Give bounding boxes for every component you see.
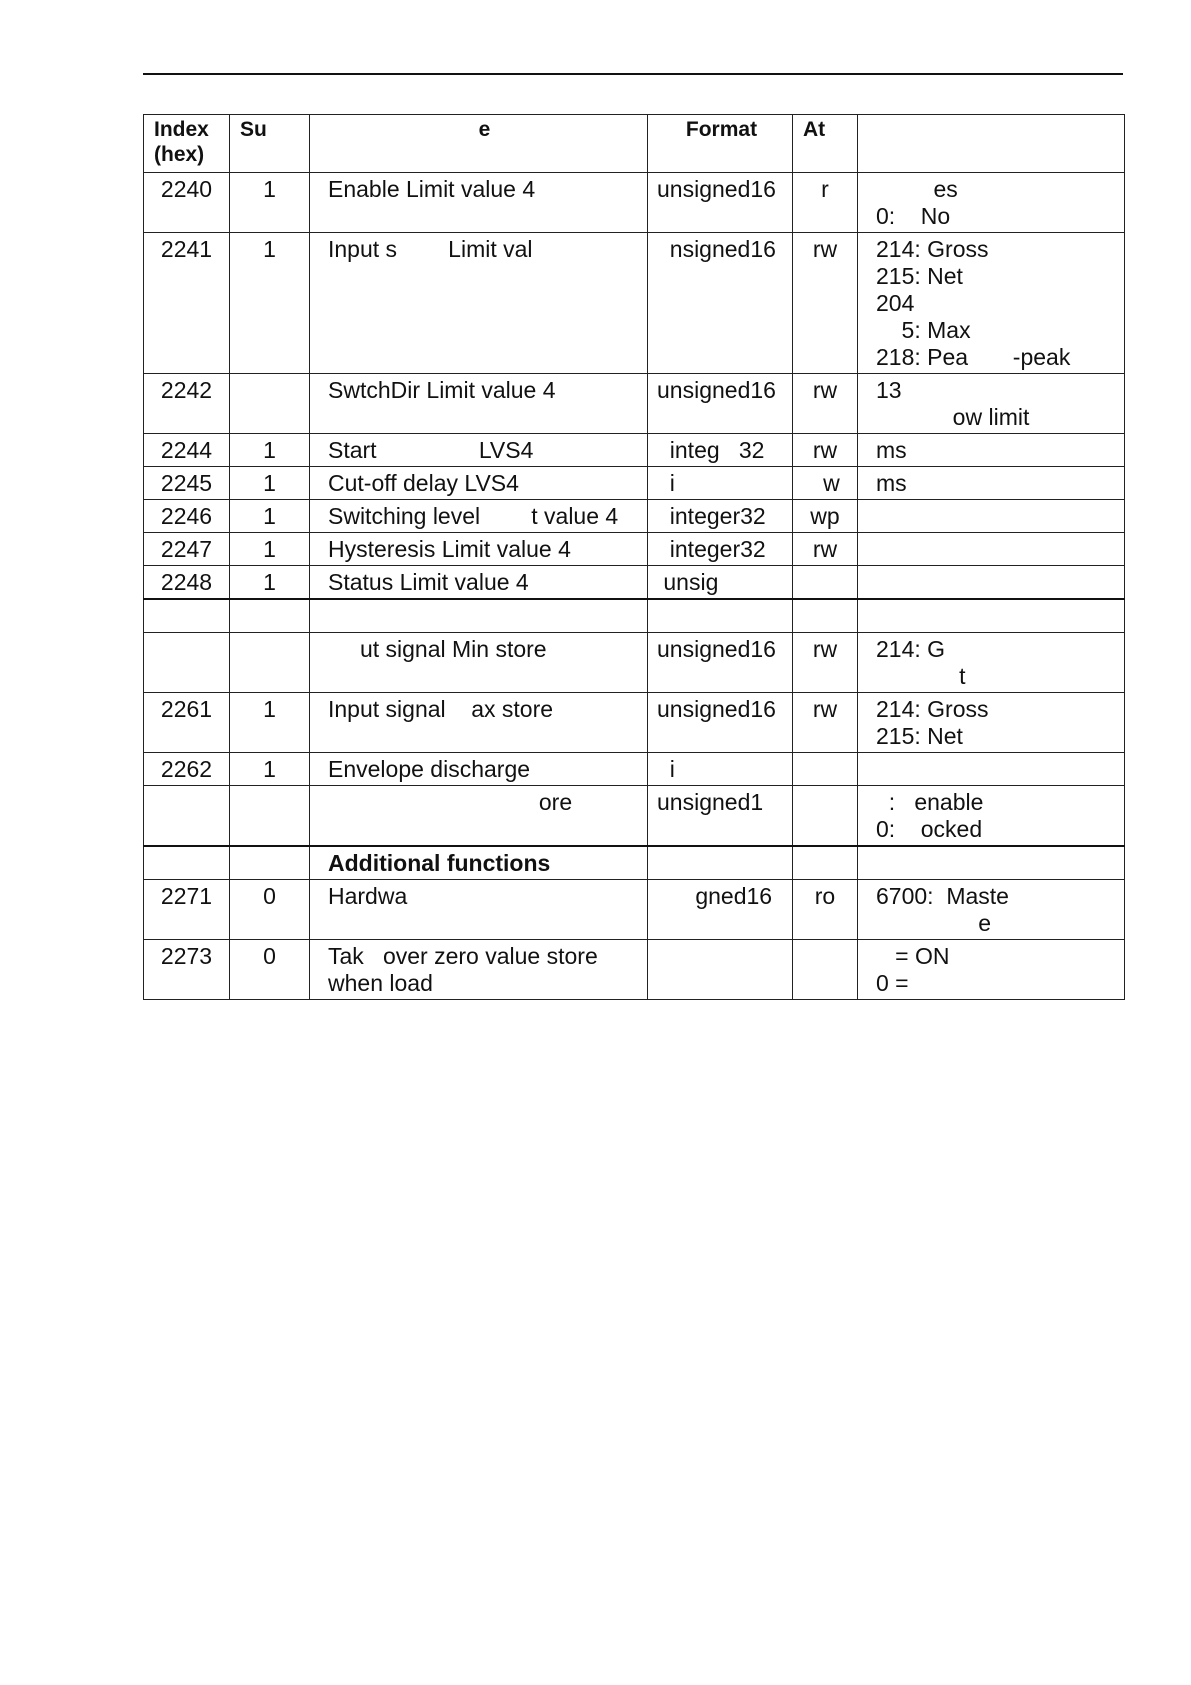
table-row <box>144 566 1125 600</box>
table-row <box>144 374 1125 434</box>
cell-description-line: 204 <box>876 290 915 316</box>
cell-subindex-text: 1 <box>263 695 276 722</box>
cell-attribute-text: rw <box>812 236 838 262</box>
table-row <box>144 533 1125 566</box>
cell-subindex <box>230 846 310 880</box>
cell-description <box>858 939 1125 999</box>
cell-description-line: 13 <box>876 377 902 403</box>
cell-description-line: 215: Net <box>876 263 963 289</box>
cell-format <box>648 173 793 233</box>
cell-format <box>648 632 793 692</box>
cell-name <box>310 173 648 233</box>
cell-description-line: 0: No <box>876 203 951 229</box>
cell-format <box>648 374 793 434</box>
cell-format <box>648 500 793 533</box>
cell-index <box>144 599 230 632</box>
cell-description-line: 214: Gross <box>876 236 989 262</box>
cell-subindex-text: 1 <box>263 437 276 463</box>
cell-description-line: 5: Max <box>876 317 971 343</box>
cell-format-text: unsigned16 <box>657 377 776 403</box>
cell-attribute <box>793 752 858 785</box>
cell-index <box>144 939 230 999</box>
cell-format-text: unsigned1 <box>657 788 764 815</box>
cell-subindex <box>230 467 310 500</box>
cell-description-line: ms <box>876 437 907 463</box>
cell-format <box>648 599 793 632</box>
cell-index-text: 2246 <box>160 503 213 529</box>
cell-index-text: 2271 <box>160 882 213 909</box>
cell-subindex <box>230 632 310 692</box>
cell-format <box>648 879 793 939</box>
cell-name <box>310 939 648 999</box>
cell-description <box>858 374 1125 434</box>
cell-name <box>310 846 648 880</box>
cell-index <box>144 692 230 752</box>
cell-attribute <box>793 599 858 632</box>
cell-subindex-text: 0 <box>263 942 276 969</box>
cell-attribute-text: rw <box>812 536 838 562</box>
cell-name-text: Enable Limit value 4 <box>328 176 536 202</box>
cell-name <box>310 467 648 500</box>
table-row <box>144 785 1125 846</box>
cell-format <box>648 233 793 374</box>
cell-subindex <box>230 752 310 785</box>
cell-attribute-text: w <box>810 470 840 496</box>
cell-description-line: : enable <box>876 788 984 815</box>
cell-subindex-text: 1 <box>263 569 276 595</box>
cell-description-line: e <box>876 909 992 936</box>
cell-format <box>648 533 793 566</box>
cell-attribute <box>793 785 858 846</box>
cell-description <box>858 879 1125 939</box>
cell-description-line: 218: Pea -peak <box>876 344 1071 370</box>
cell-subindex <box>230 566 310 600</box>
header-attribute: At <box>793 115 858 173</box>
cell-subindex <box>230 374 310 434</box>
cell-attribute <box>793 879 858 939</box>
page-header-rule <box>143 73 1123 75</box>
cell-index <box>144 374 230 434</box>
cell-name <box>310 879 648 939</box>
cell-description-line: 215: Net <box>876 722 963 749</box>
table-row <box>144 500 1125 533</box>
cell-format-text: unsigned16 <box>657 176 776 202</box>
cell-description <box>858 467 1125 500</box>
cell-description <box>858 846 1125 880</box>
cell-attribute <box>793 500 858 533</box>
cell-format <box>648 752 793 785</box>
cell-index <box>144 467 230 500</box>
cell-name-text: Envelope discharge <box>328 755 531 782</box>
cell-description <box>858 533 1125 566</box>
header-format: Format <box>648 115 793 173</box>
cell-index-text: 2244 <box>160 437 213 463</box>
table-row <box>144 939 1125 999</box>
table-row <box>144 467 1125 500</box>
cell-format <box>648 785 793 846</box>
cell-index-text: 2245 <box>160 470 213 496</box>
cell-subindex <box>230 233 310 374</box>
cell-format-text: unsigned16 <box>657 635 776 662</box>
table-header-row <box>144 115 1125 173</box>
cell-attribute-text: rw <box>812 437 838 463</box>
cell-attribute-text: r <box>821 176 829 202</box>
cell-name <box>310 785 648 846</box>
cell-name-text: Hardwa <box>328 882 408 909</box>
cell-index-text: 2248 <box>160 569 213 595</box>
cell-name-text: Switching level t value 4 <box>328 503 619 529</box>
cell-attribute <box>793 233 858 374</box>
cell-subindex <box>230 879 310 939</box>
cell-index <box>144 785 230 846</box>
cell-name-text: ore <box>328 788 573 815</box>
cell-format-text: integer32 <box>657 503 766 529</box>
cell-format <box>648 566 793 600</box>
cell-attribute-text: rw <box>812 695 838 722</box>
cell-index <box>144 434 230 467</box>
cell-name <box>310 692 648 752</box>
header-index: Index (hex) <box>144 115 230 173</box>
cell-subindex-text: 1 <box>263 470 276 496</box>
table-row <box>144 632 1125 692</box>
table-row <box>144 599 1125 632</box>
table-row <box>144 233 1125 374</box>
cell-description <box>858 434 1125 467</box>
cell-index <box>144 879 230 939</box>
cell-index-text: 2241 <box>160 236 213 262</box>
cell-description <box>858 500 1125 533</box>
cell-format-text: integ 32 <box>657 437 765 463</box>
cell-subindex <box>230 599 310 632</box>
table-row <box>144 434 1125 467</box>
cell-subindex <box>230 533 310 566</box>
cell-description-line: 214: G <box>876 635 946 662</box>
cell-subindex-text: 0 <box>263 882 276 909</box>
cell-attribute-text: rw <box>812 635 838 662</box>
table-row <box>144 879 1125 939</box>
header-name: e <box>310 115 648 173</box>
cell-index <box>144 233 230 374</box>
cell-description <box>858 233 1125 374</box>
cell-attribute <box>793 846 858 880</box>
cell-description-line: 214: Gross <box>876 695 989 722</box>
cell-description <box>858 785 1125 846</box>
cell-subindex <box>230 692 310 752</box>
cell-format <box>648 692 793 752</box>
cell-description-line: ow limit <box>876 404 1030 430</box>
cell-attribute-text: ro <box>814 882 836 909</box>
cell-index <box>144 752 230 785</box>
cell-description <box>858 752 1125 785</box>
cell-attribute <box>793 632 858 692</box>
cell-name-text: Cut-off delay LVS4 <box>328 470 519 496</box>
cell-index <box>144 632 230 692</box>
cell-description-line: 0: ocked <box>876 815 983 842</box>
cell-format-text: unsig <box>657 569 719 595</box>
header-subindex: Su <box>230 115 310 173</box>
cell-name-text: Input signal ax store <box>328 695 554 722</box>
parameter-table <box>143 114 1125 1000</box>
cell-index <box>144 846 230 880</box>
cell-attribute <box>793 467 858 500</box>
cell-format-text: gned16 <box>657 882 773 909</box>
cell-name <box>310 752 648 785</box>
cell-attribute <box>793 533 858 566</box>
cell-description <box>858 566 1125 600</box>
cell-name <box>310 632 648 692</box>
cell-name-text: SwtchDir Limit value 4 <box>328 377 556 403</box>
cell-name-line: Tak over zero value store <box>328 942 598 969</box>
cell-description-line: = ON <box>876 942 950 969</box>
cell-description-line: es <box>876 176 958 202</box>
cell-attribute <box>793 692 858 752</box>
cell-attribute <box>793 939 858 999</box>
cell-name-text: Input s Limit val <box>328 236 533 262</box>
cell-name <box>310 434 648 467</box>
cell-description <box>858 692 1125 752</box>
table-row <box>144 173 1125 233</box>
cell-subindex-text: 1 <box>263 236 276 262</box>
cell-attribute <box>793 173 858 233</box>
cell-format-text: integer32 <box>657 536 766 562</box>
cell-subindex <box>230 939 310 999</box>
cell-format <box>648 434 793 467</box>
cell-name-text: ut signal Min store <box>328 635 547 662</box>
header-description <box>858 115 1125 173</box>
cell-attribute-text: wp <box>810 503 840 529</box>
cell-index-text: 2247 <box>160 536 213 562</box>
cell-format-text: i <box>657 755 675 782</box>
cell-attribute <box>793 374 858 434</box>
cell-format <box>648 467 793 500</box>
cell-format-text: unsigned16 <box>657 695 776 722</box>
cell-format-text: i <box>657 470 675 496</box>
cell-description-line: ms <box>876 470 907 496</box>
cell-description-line: 6700: Maste <box>876 882 1009 909</box>
cell-subindex-text: 1 <box>263 755 276 782</box>
cell-description-line: t <box>876 662 966 689</box>
cell-attribute <box>793 566 858 600</box>
cell-index-text: 2240 <box>160 176 213 202</box>
cell-subindex-text: 1 <box>263 536 276 562</box>
cell-name <box>310 500 648 533</box>
table-body <box>144 173 1125 1000</box>
cell-index <box>144 173 230 233</box>
cell-description <box>858 599 1125 632</box>
cell-subindex-text: 1 <box>263 176 276 202</box>
cell-name <box>310 233 648 374</box>
cell-subindex <box>230 173 310 233</box>
cell-index <box>144 566 230 600</box>
cell-index <box>144 500 230 533</box>
cell-index-text: 2242 <box>160 377 213 403</box>
cell-name <box>310 533 648 566</box>
cell-format <box>648 846 793 880</box>
cell-description <box>858 173 1125 233</box>
cell-index-text: 2273 <box>160 942 213 969</box>
cell-name-line: when load <box>328 969 433 996</box>
cell-format <box>648 939 793 999</box>
cell-attribute <box>793 434 858 467</box>
cell-description-line: 0 = <box>876 969 909 996</box>
cell-index-text: 2261 <box>160 695 213 722</box>
cell-subindex-text: 1 <box>263 503 276 529</box>
table-row <box>144 752 1125 785</box>
cell-name <box>310 599 648 632</box>
cell-name <box>310 566 648 600</box>
cell-description <box>858 632 1125 692</box>
cell-subindex <box>230 785 310 846</box>
cell-name-text: Start LVS4 <box>328 437 534 463</box>
cell-index-text: 2262 <box>160 755 213 782</box>
cell-format-text: nsigned16 <box>657 236 776 262</box>
cell-attribute-text: rw <box>812 377 838 403</box>
section-row <box>144 846 1125 880</box>
table-row <box>144 692 1125 752</box>
cell-subindex <box>230 434 310 467</box>
cell-index <box>144 533 230 566</box>
cell-name-text: Status Limit value 4 <box>328 569 529 595</box>
cell-name <box>310 374 648 434</box>
cell-name-text: Additional functions <box>328 849 551 876</box>
cell-name-text: Hysteresis Limit value 4 <box>328 536 571 562</box>
cell-subindex <box>230 500 310 533</box>
